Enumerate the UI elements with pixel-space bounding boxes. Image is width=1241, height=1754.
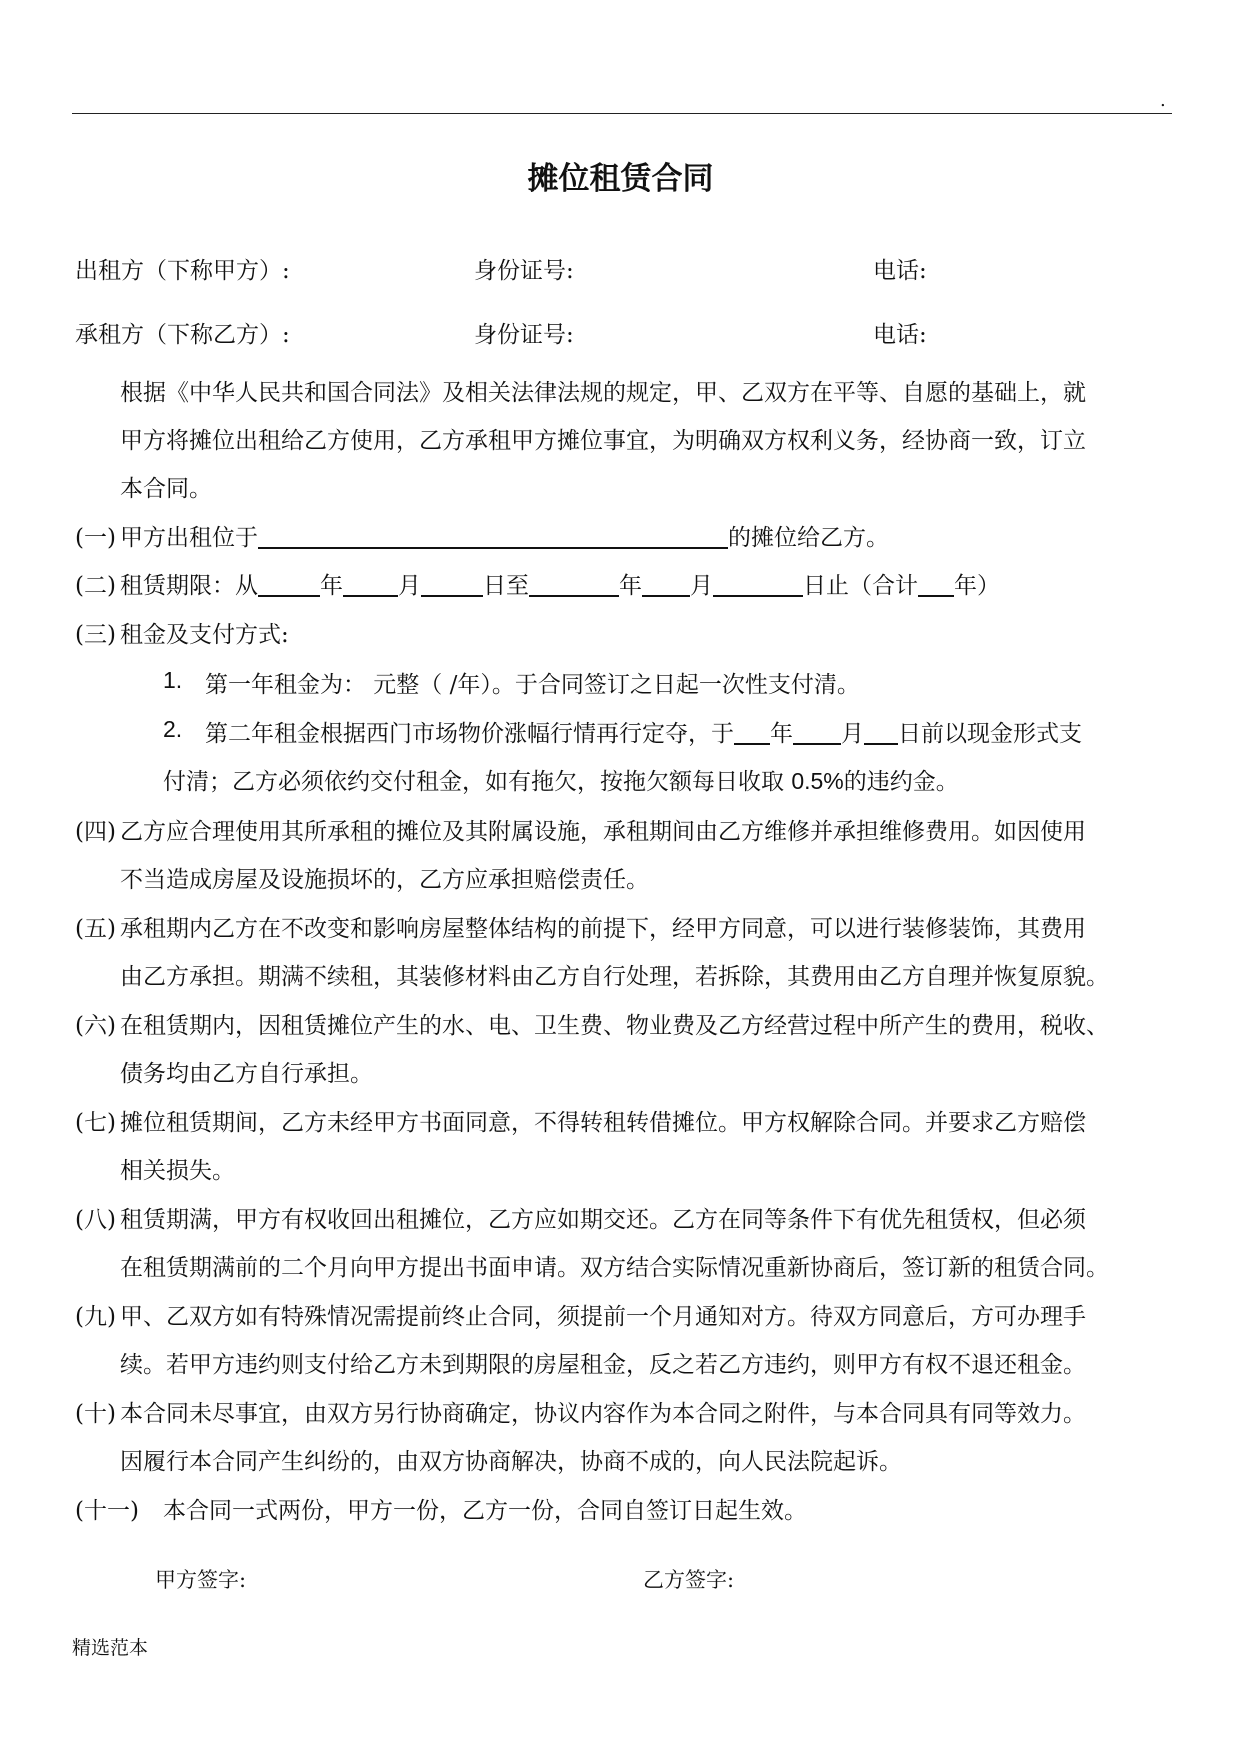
preamble-line-1: 根据《中华人民共和国合同法》及相关法律法规的规定，甲、乙双方在平等、自愿的基础上，就 bbox=[120, 380, 1086, 406]
clause-5-line-2: 由乙方承担。期满不续租，其装修材料由乙方自行处理，若拆除，其费用由乙方自理并恢复原貌。 bbox=[120, 964, 1109, 990]
day-end-label: 日止（合计 bbox=[803, 573, 918, 599]
lessee-id-label: 身份证号: bbox=[474, 322, 574, 348]
year-close-label: 年） bbox=[954, 573, 1000, 599]
item-2-text-a: 第二年租金根据西门市场物价涨幅行情再行定夺，于 bbox=[205, 721, 734, 747]
item-2-month: 月 bbox=[841, 721, 864, 747]
location-blank[interactable] bbox=[258, 523, 728, 549]
clause-7-line-2: 相关损失。 bbox=[120, 1158, 235, 1184]
day-to-label: 日至 bbox=[483, 573, 529, 599]
clause-6-number: (六) bbox=[75, 1013, 116, 1039]
start-month-blank[interactable] bbox=[343, 571, 398, 597]
clause-8-line-2: 在租赁期满前的二个月向甲方提出书面申请。双方结合实际情况重新协商后，签订新的租赁合同。 bbox=[120, 1255, 1109, 1281]
clause-1-text-b: 的摊位给乙方。 bbox=[728, 525, 889, 551]
clause-7-line-1: 摊位租赁期间，乙方未经甲方书面同意，不得转租转借摊位。甲方权解除合同。并要求乙方赔偿 bbox=[120, 1110, 1086, 1136]
clause-8-number: (八) bbox=[75, 1207, 116, 1233]
footer-note: 精选范本 bbox=[72, 1637, 149, 1659]
item-2-text-c3: 的违约金。 bbox=[843, 769, 959, 795]
year-label: 年 bbox=[320, 573, 343, 599]
month-label: 月 bbox=[398, 573, 421, 599]
item-2-text-c1: 付清；乙方必须依约交付租金，如有拖欠，按拖欠额每日收取 bbox=[163, 769, 792, 795]
document-title: 摊位租赁合同 bbox=[527, 161, 714, 197]
item-1-text: 第一年租金为： 元整（ /年）。于合同签订之日起一次性支付清。 bbox=[205, 672, 860, 698]
header-dot: . bbox=[1160, 90, 1166, 111]
clause-7-number: (七) bbox=[75, 1110, 116, 1136]
item-2-line-1 bbox=[205, 715, 1082, 748]
clause-9-number: (九) bbox=[75, 1304, 116, 1330]
year-label-2: 年 bbox=[619, 573, 642, 599]
end-year-blank[interactable] bbox=[529, 571, 619, 597]
lessor-phone-label: 电话: bbox=[873, 258, 927, 284]
party-a-signature: 甲方签字: bbox=[155, 1568, 247, 1592]
header-rule bbox=[72, 113, 1172, 114]
clause-1-number: (一) bbox=[75, 525, 116, 551]
preamble-line-3: 本合同。 bbox=[120, 476, 212, 502]
end-day-blank[interactable] bbox=[713, 571, 803, 597]
clause-9-line-2: 续。若甲方违约则支付给乙方未到期限的房屋租金，反之若乙方违约，则甲方有权不退还租金。 bbox=[120, 1352, 1086, 1378]
clause-5-number: (五) bbox=[75, 916, 116, 942]
clause-5-line-1: 承租期内乙方在不改变和影响房屋整体结构的前提下，经甲方同意，可以进行装修装饰，其费用 bbox=[120, 916, 1086, 942]
clause-10-line-1: 本合同未尽事宜，由双方另行协商确定，协议内容作为本合同之附件，与本合同具有同等效力。 bbox=[120, 1401, 1086, 1427]
clause-4-number: (四) bbox=[75, 819, 116, 845]
start-day-blank[interactable] bbox=[421, 571, 483, 597]
lessee-phone-label: 电话: bbox=[873, 322, 927, 348]
item-2-text-b: 日前以现金形式支 bbox=[898, 721, 1082, 747]
clause-10-number: (十) bbox=[75, 1401, 116, 1427]
clause-11-number: (十一) bbox=[75, 1498, 139, 1524]
item-2-year: 年 bbox=[770, 721, 793, 747]
end-month-blank[interactable] bbox=[642, 571, 690, 597]
clause-8-line-1: 租赁期满，甲方有权收回出租摊位，乙方应如期交还。乙方在同等条件下有优先租赁权，但必须 bbox=[120, 1207, 1086, 1233]
clause-1-text-a: 甲方出租位于 bbox=[120, 525, 258, 551]
clause-4-line-1: 乙方应合理使用其所承租的摊位及其附属设施，承租期间由乙方维修并承担维修费用。如因使用 bbox=[120, 819, 1086, 845]
clause-2-text: 租赁期限：从 bbox=[120, 573, 258, 599]
lessor-id-label: 身份证号: bbox=[474, 258, 574, 284]
month-label-2: 月 bbox=[690, 573, 713, 599]
clause-11-text: 本合同一式两份，甲方一份，乙方一份，合同自签订日起生效。 bbox=[163, 1498, 807, 1524]
clause-3-text: 租金及支付方式: bbox=[120, 622, 289, 648]
item-2-number: 2. bbox=[163, 716, 183, 742]
clause-10-line-2: 因履行本合同产生纠纷的，由双方协商解决，协商不成的，向人民法院起诉。 bbox=[120, 1449, 902, 1475]
clause-9-line-1: 甲、乙双方如有特殊情况需提前终止合同，须提前一个月通知对方。待双方同意后，方可办理手 bbox=[120, 1304, 1086, 1330]
pay-year-blank[interactable] bbox=[734, 719, 770, 745]
clause-3-number: (三) bbox=[75, 622, 116, 648]
total-years-blank[interactable] bbox=[918, 571, 954, 597]
lessee-label: 承租方（下称乙方）: bbox=[75, 322, 290, 348]
preamble-line-2: 甲方将摊位出租给乙方使用，乙方承租甲方摊位事宜，为明确双方权利义务，经协商一致，订立 bbox=[120, 428, 1086, 454]
penalty-rate: 0.5% bbox=[791, 768, 844, 794]
clause-2-number: (二) bbox=[75, 573, 116, 599]
clause-6-line-2: 债务均由乙方自行承担。 bbox=[120, 1061, 373, 1087]
item-2-line-2 bbox=[163, 763, 959, 796]
clause-2 bbox=[120, 567, 1000, 600]
clause-1 bbox=[120, 519, 889, 552]
clause-4-line-2: 不当造成房屋及设施损坏的，乙方应承担赔偿责任。 bbox=[120, 867, 649, 893]
start-year-blank[interactable] bbox=[258, 571, 320, 597]
item-1-number: 1. bbox=[163, 667, 183, 693]
pay-month-blank[interactable] bbox=[793, 719, 841, 745]
clause-6-line-1: 在租赁期内，因租赁摊位产生的水、电、卫生费、物业费及乙方经营过程中所产生的费用，税收、 bbox=[120, 1013, 1109, 1039]
party-b-signature: 乙方签字: bbox=[643, 1568, 735, 1592]
lessor-label: 出租方（下称甲方）: bbox=[75, 258, 290, 284]
pay-day-blank[interactable] bbox=[864, 719, 898, 745]
